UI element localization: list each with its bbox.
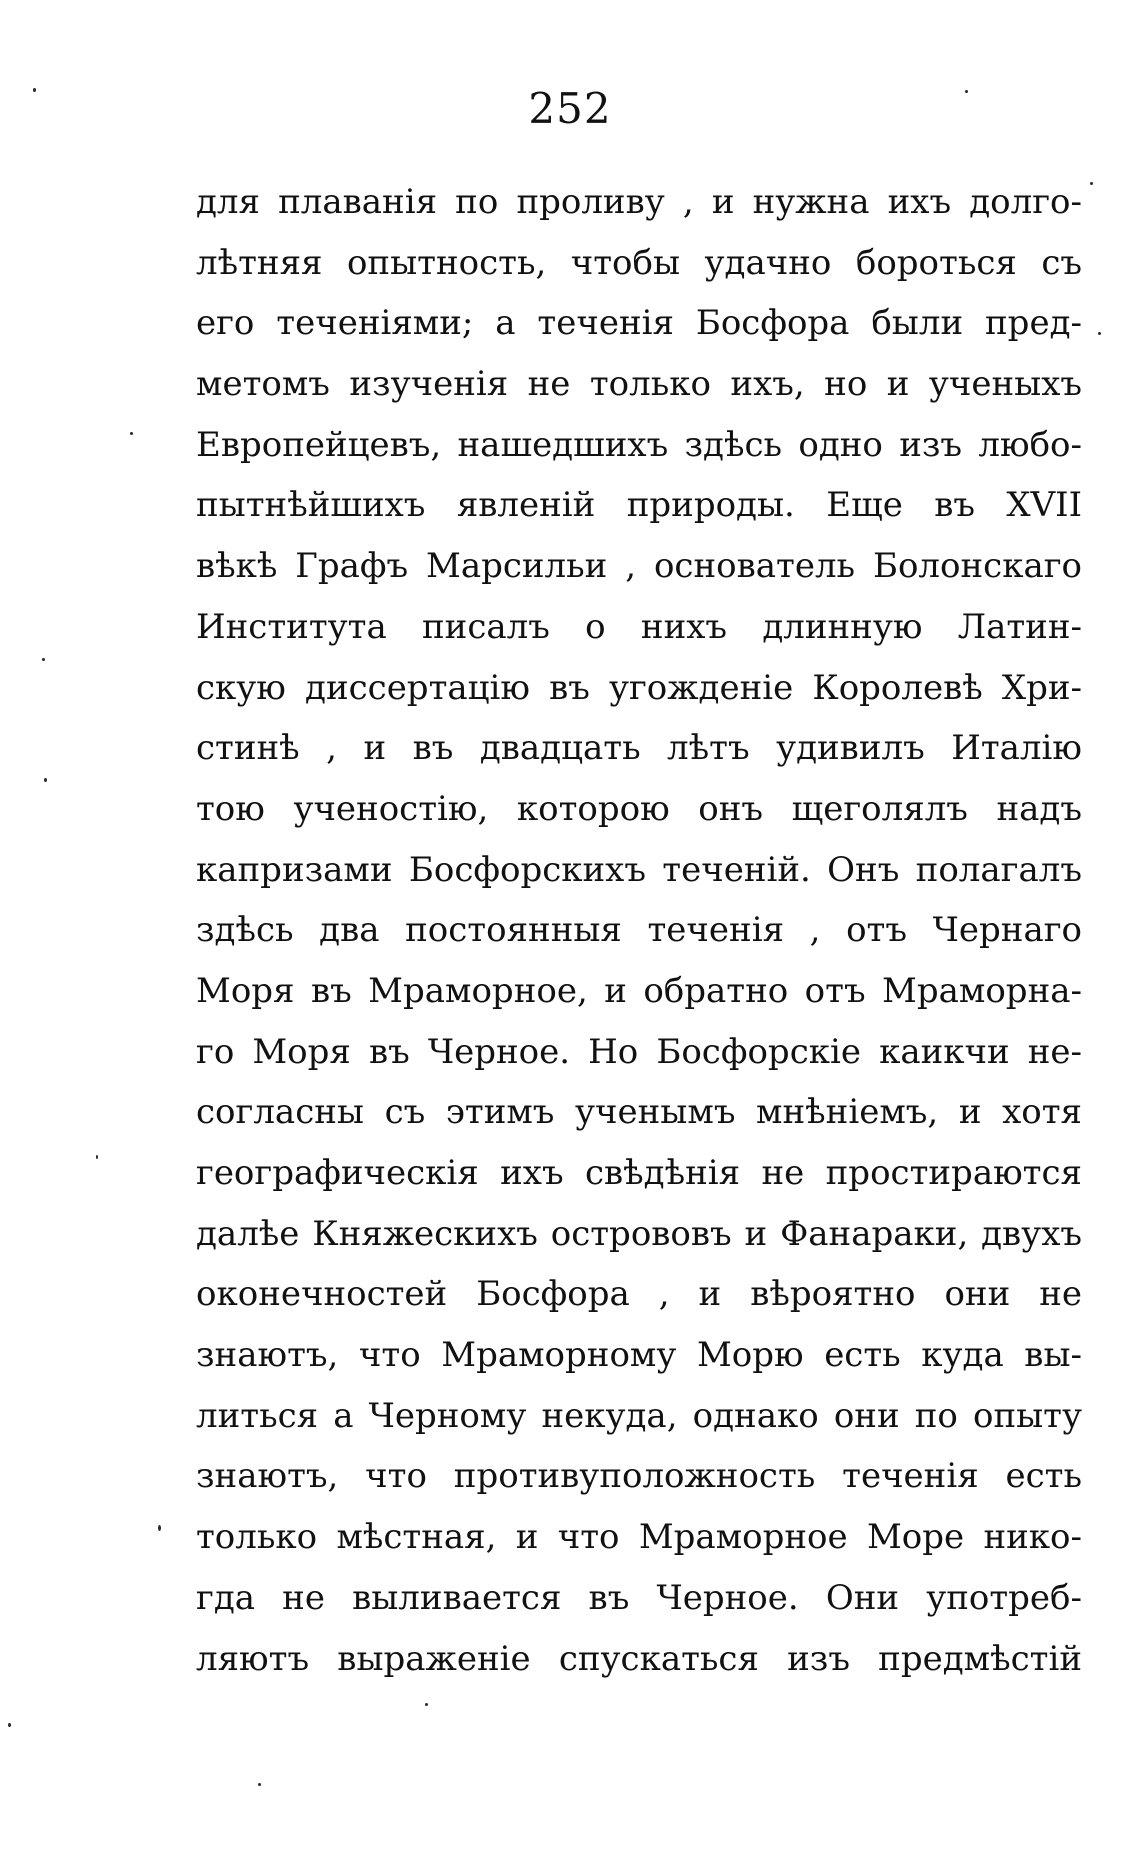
text-line: Европейцевъ, нашедшихъ здѣсь одно изъ любо- (196, 424, 1082, 465)
body-text (196, 172, 1082, 1689)
text-line: гда не выливается въ Черное. Они употреб- (196, 1577, 1082, 1618)
text-line: стинѣ , и въ двадцать лѣтъ удивилъ Италію (196, 728, 1082, 769)
text-line: согласны съ этимъ ученымъ мнѣніемъ, и хотя (196, 1092, 1082, 1133)
text-line: вѣкѣ Графъ Марсильи , основатель Болонскаго (196, 546, 1082, 587)
text-line: Института писалъ о нихъ длинную Латин- (196, 606, 1082, 647)
text-line: метомъ изученія не только ихъ, но и ученыхъ (196, 364, 1082, 405)
scan-speck (258, 1783, 261, 1786)
scan-speck (96, 1155, 98, 1159)
text-line: здѣсь два постоянныя теченія , отъ Чернаго (196, 910, 1082, 951)
text-line: пытнѣйшихъ явленій природы. Еще въ XVII (196, 485, 1082, 526)
scan-speck (965, 90, 968, 93)
text-line: только мѣстная, и что Мраморное Море нико- (196, 1517, 1082, 1558)
text-line: скую диссертацію въ угожденіе Королевѣ Хри- (196, 667, 1082, 708)
text-line: тою ученостію, которою онъ щеголялъ надъ (196, 788, 1082, 829)
scan-speck (42, 658, 45, 661)
text-line: знаютъ, что Мраморному Морю есть куда вы- (196, 1335, 1082, 1376)
scan-speck (33, 88, 36, 92)
text-line: оконечностей Босфора , и вѣроятно они не (196, 1274, 1082, 1315)
text-line: ляютъ выраженіе спускаться изъ предмѣстій (196, 1638, 1082, 1679)
text-line: литься а Черному некуда, однако они по опыту (196, 1395, 1082, 1436)
scan-speck (1090, 182, 1093, 185)
scan-speck (425, 1703, 428, 1706)
text-line: для плаванія по проливу , и нужна ихъ долго- (196, 182, 1082, 222)
text-line: го Моря въ Черное. Но Босфорскіе каикчи не- (196, 1031, 1082, 1072)
scan-speck (1098, 332, 1101, 335)
text-line: его теченіями; а теченія Босфора были пред- (196, 303, 1082, 344)
scan-speck (158, 1525, 161, 1531)
scan-speck (8, 1723, 11, 1727)
text-line: Моря въ Мраморное, и обратно отъ Мраморна- (196, 970, 1082, 1011)
page-number: 252 (528, 84, 612, 133)
scan-speck (130, 432, 133, 435)
text-line: лѣтняя опытность, чтобы удачно бороться съ (196, 242, 1082, 283)
text-line: далѣе Княжескихъ острововъ и Фанараки, двухъ (196, 1213, 1082, 1254)
text-line: знаютъ, что противуположность теченія есть (196, 1456, 1082, 1497)
text-line: капризами Босфорскихъ теченій. Онъ полагалъ (196, 849, 1082, 890)
scan-speck (44, 778, 47, 782)
text-line: географическія ихъ свѣдѣнія не простираются (196, 1153, 1082, 1193)
